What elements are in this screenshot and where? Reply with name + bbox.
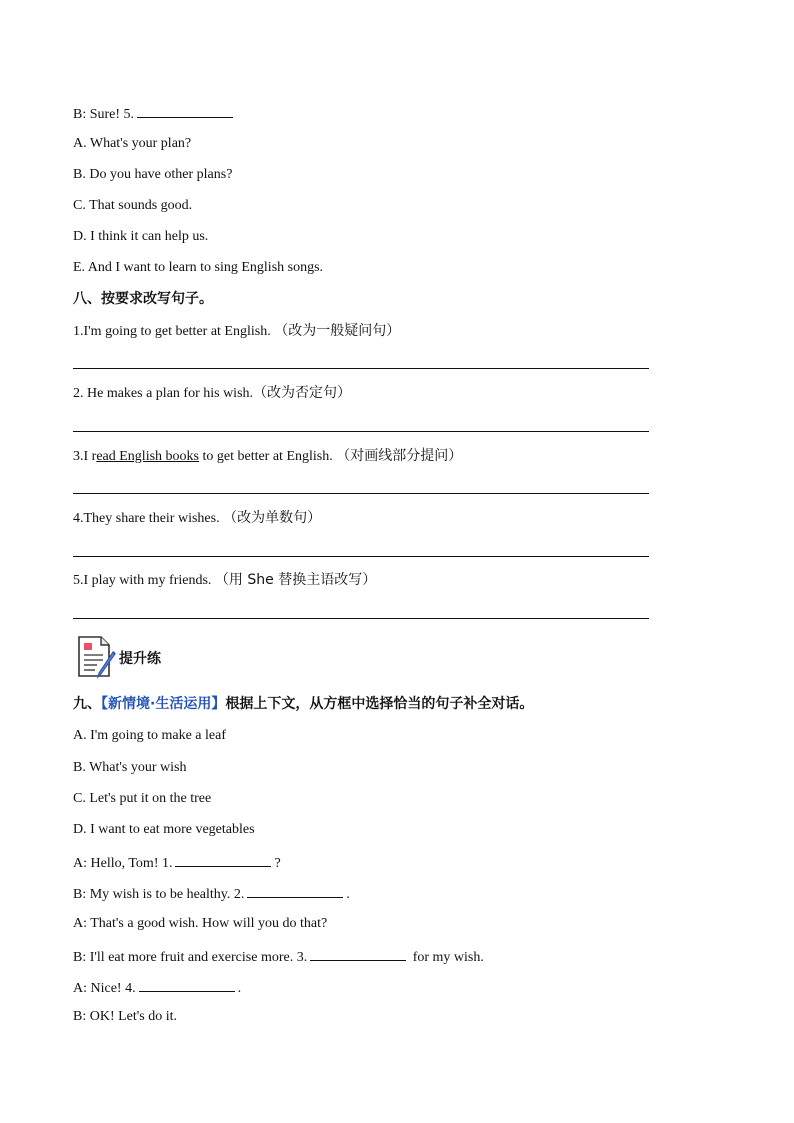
dialogue-line-2 [73,883,350,904]
answer-blank[interactable] [310,946,406,961]
item-text: 4.They share their wishes. [73,511,220,526]
document-pen-icon [75,634,119,680]
line-text: A: Nice! 4. [73,981,136,996]
answer-blank[interactable] [175,852,271,867]
rewrite-item-5 [73,571,376,590]
section-8-title: 八、按要求改写句子。 [73,291,213,307]
rewrite-item-2 [73,384,351,403]
item-note: （改为一般疑问句） [274,323,401,339]
dialogue-line-3: A: That's a good wish. How will you do that? [73,916,328,931]
badge-label: 提升练 [119,651,161,667]
section-number: 九、 [73,696,101,712]
answer-blank[interactable] [247,883,343,898]
answer-line-5[interactable] [73,618,649,619]
context-tag: 【新情境·生活运用】 [101,696,226,712]
choice-a: A. I'm going to make a leaf [73,728,226,743]
dialogue-line-b-sure [73,103,236,124]
item-text: 2. He makes a plan for his wish. [73,386,254,401]
dialogue-line-1 [73,852,281,873]
answer-line-2[interactable] [73,431,649,432]
underlined-part: ead English books [96,449,199,464]
dialogue-line-4 [73,946,484,967]
answer-line-3[interactable] [73,493,649,494]
rewrite-item-3 [73,447,462,466]
instruction: 根据上下文，从方框中选择恰当的句子补全对话。 [225,696,534,712]
item-text-pre: 3.I r [73,449,97,464]
choice-d: D. I want to eat more vegetables [73,822,255,837]
line-end: ? [274,856,281,871]
choice-c: C. Let's put it on the tree [73,791,212,806]
item-text: 5.I play with my friends. [73,573,212,588]
item-note: （对画线部分提问） [336,448,463,464]
rewrite-item-1 [73,322,400,341]
answer-blank[interactable] [137,103,233,118]
line-text: B: Sure! 5. [73,107,135,122]
option-e: E. And I want to learn to sing English songs. [73,260,324,275]
dialogue-line-6: B: OK! Let's do it. [73,1009,178,1024]
item-text: 1.I'm going to get better at English. [73,324,271,339]
option-a: A. What's your plan? [73,136,192,151]
answer-blank[interactable] [139,977,235,992]
option-c: C. That sounds good. [73,198,193,213]
line-end: . [237,981,242,996]
option-b: B. Do you have other plans? [73,167,233,182]
item-note: （用 She 替换主语改写） [214,572,377,588]
line-text: B: I'll eat more fruit and exercise more. 3. [73,950,308,965]
choice-b: B. What's your wish [73,760,187,775]
dialogue-line-5 [73,977,241,998]
line-end: for my wish. [409,950,484,965]
line-end: . [346,887,350,902]
section-9-title [73,695,533,713]
item-note: （改为单数句） [223,510,322,526]
line-text: B: My wish is to be healthy. 2. [73,887,245,902]
option-d: D. I think it can help us. [73,229,209,244]
answer-line-1[interactable] [73,368,649,369]
rewrite-item-4 [73,509,321,528]
item-text-post: to get better at English. [198,449,333,464]
line-text: A: Hello, Tom! 1. [73,856,173,871]
item-note: （改为否定句） [253,385,352,401]
answer-line-4[interactable] [73,556,649,557]
